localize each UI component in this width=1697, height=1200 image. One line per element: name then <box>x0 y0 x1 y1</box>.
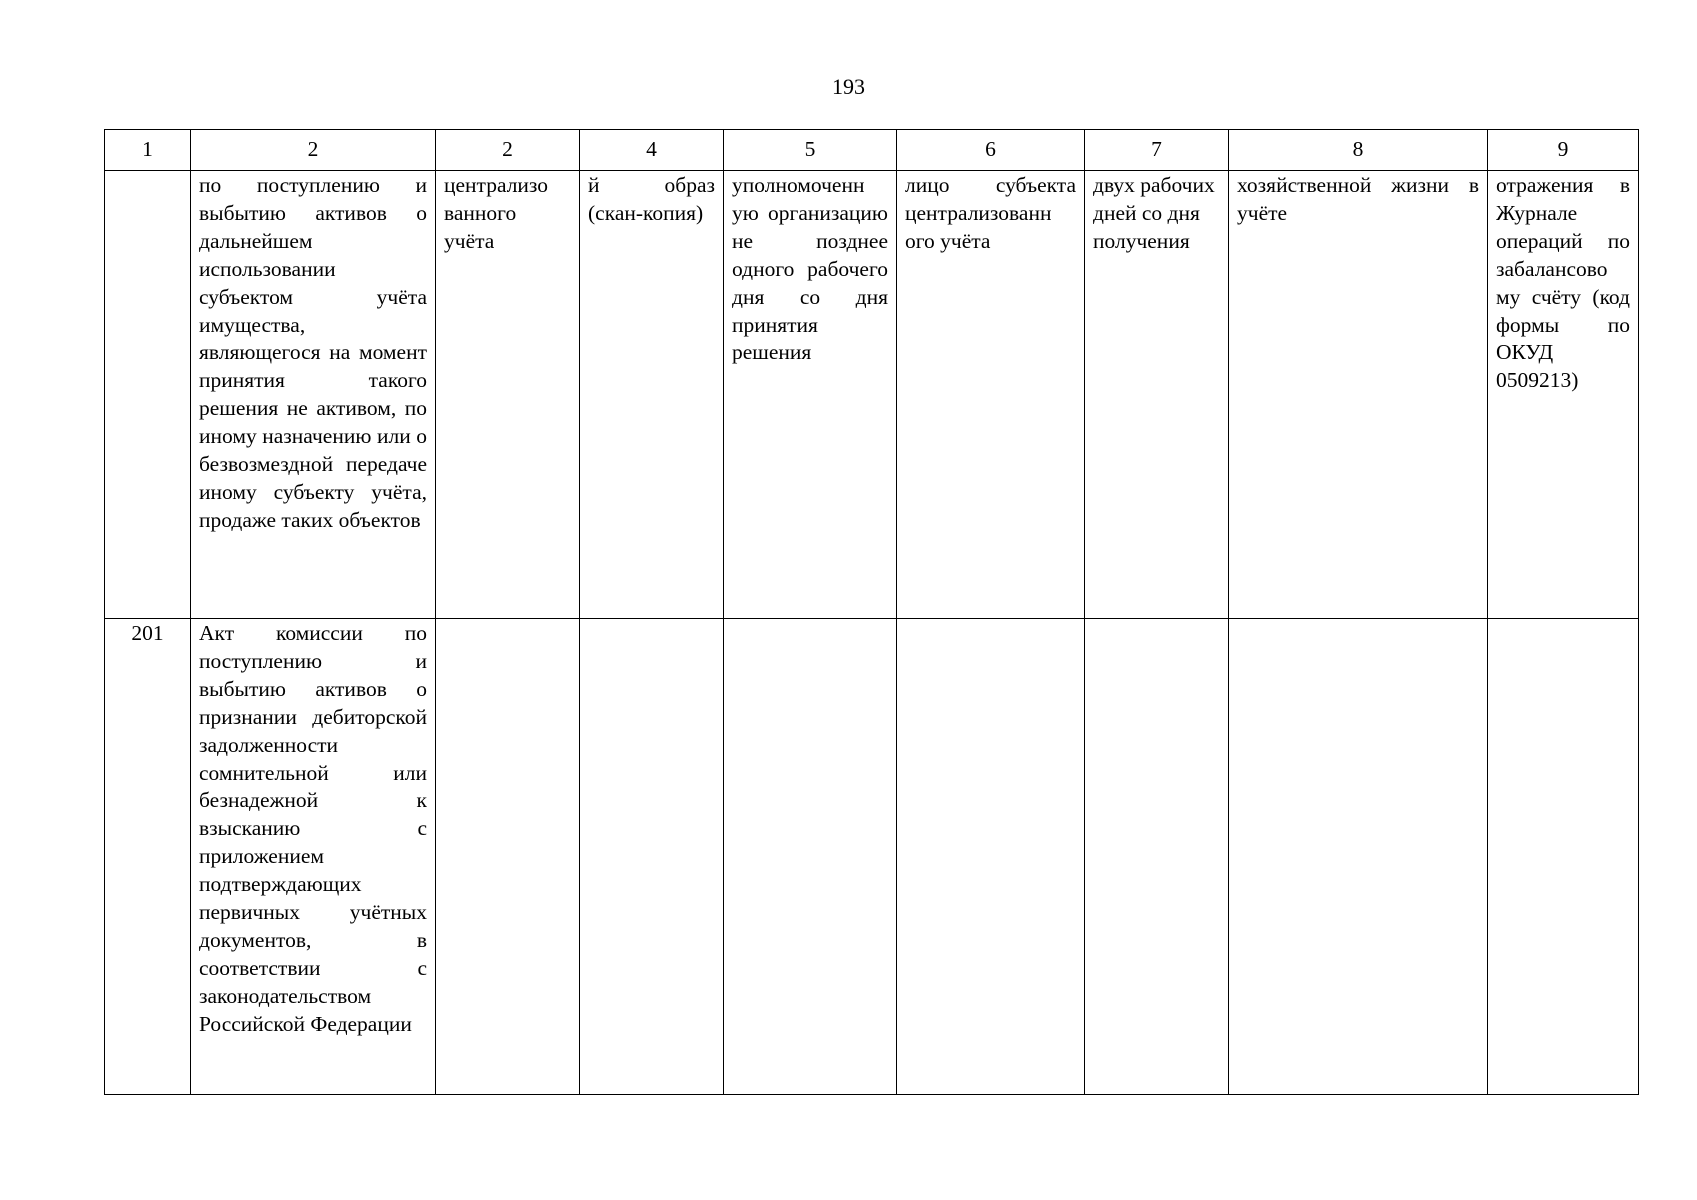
table-cell: уполномоченн ую организацию не позднее одного рабочего дня со дня принятия решения <box>724 171 897 619</box>
table-cell <box>897 619 1085 1095</box>
table-row <box>105 171 1639 619</box>
column-header: 8 <box>1229 130 1488 171</box>
table-row <box>105 619 1639 1095</box>
document-name-cell: по поступлению и выбытию активов о дальнейшем использовании субъектом учёта имущества, являющегося на момент принятия такого решения не активом, по иному назначению или о безвозмездной передаче иному субъекту учёта, продаже таких объектов <box>191 171 436 619</box>
table-cell <box>1085 619 1229 1095</box>
table-header-row <box>105 130 1639 171</box>
table-cell: централизо ванного учёта <box>436 171 580 619</box>
row-number-cell <box>105 171 191 619</box>
table-cell <box>1229 619 1488 1095</box>
row-number-cell: 201 <box>105 619 191 1095</box>
column-header: 2 <box>436 130 580 171</box>
table-cell <box>1488 619 1639 1095</box>
column-header: 5 <box>724 130 897 171</box>
table-cell: й образ (скан-копия) <box>580 171 724 619</box>
table-cell <box>436 619 580 1095</box>
column-header: 6 <box>897 130 1085 171</box>
table-cell: отражения в Журнале операций по забалансово му счёту (код формы по ОКУД 0509213) <box>1488 171 1639 619</box>
column-header: 7 <box>1085 130 1229 171</box>
table-cell: лицо субъекта централизованн ого учёта <box>897 171 1085 619</box>
document-name-cell: Акт комиссии по поступлению и выбытию активов о признании дебиторской задолженности сомнительной или безнадежной к взысканию с приложением подтверждающих первичных учётных документов, в соответствии с законодательством Российской Федерации <box>191 619 436 1095</box>
column-header: 1 <box>105 130 191 171</box>
document-table <box>104 129 1639 1095</box>
column-header: 2 <box>191 130 436 171</box>
table-cell <box>580 619 724 1095</box>
page-number: 193 <box>832 74 865 99</box>
table-cell: двух рабочих дней со дня получения <box>1085 171 1229 619</box>
table-cell: хозяйственной жизни в учёте <box>1229 171 1488 619</box>
column-header: 9 <box>1488 130 1639 171</box>
column-header: 4 <box>580 130 724 171</box>
table-cell <box>724 619 897 1095</box>
